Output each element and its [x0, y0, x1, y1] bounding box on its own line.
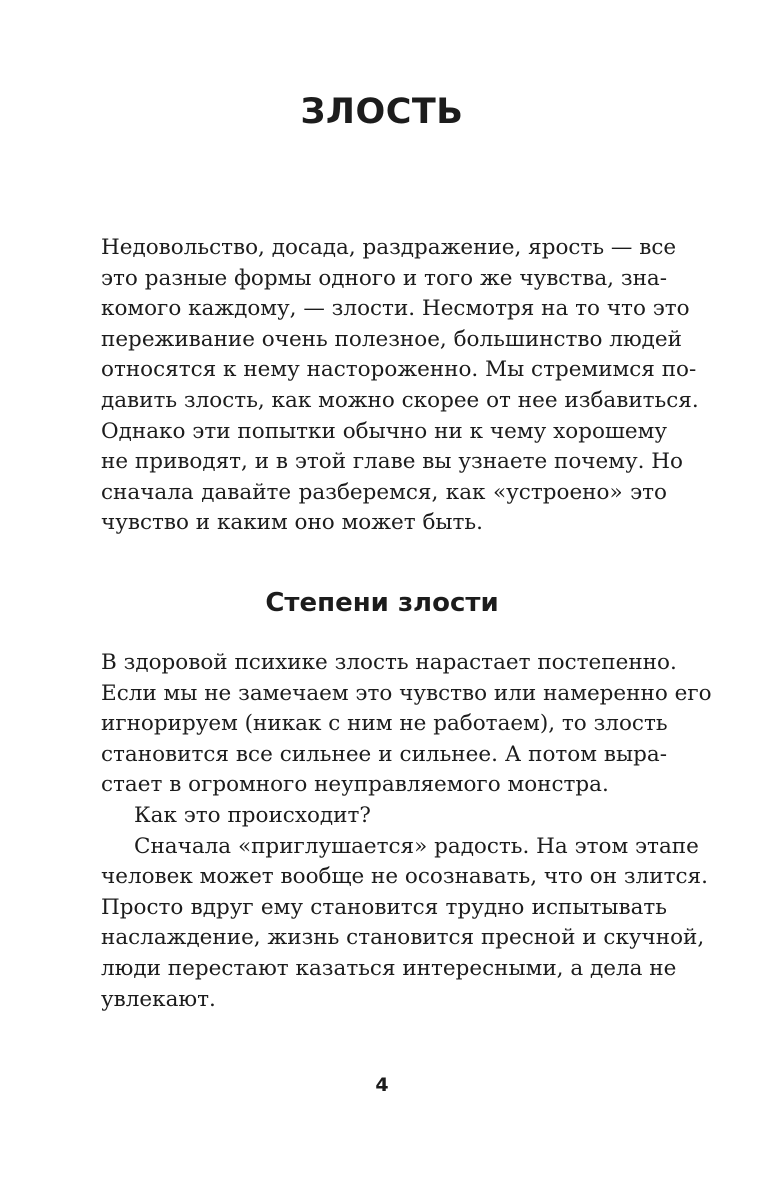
text-line: игнорируем (никак с ним не работаем), то злость: [101, 711, 668, 737]
text-line: это разные формы одного и того же чувства, зна-: [101, 265, 667, 291]
section-paragraphs: [101, 648, 712, 1015]
text-line: Как это происходит?: [134, 802, 371, 828]
text-line: Однако эти попытки обычно ни к чему хорошему: [101, 418, 667, 444]
text-line: наслаждение, жизнь становится пресной и скучной,: [101, 925, 705, 951]
section-title: Степени злости: [265, 588, 499, 618]
chapter-title: ЗЛОСТЬ: [300, 92, 464, 132]
text-line: стает в огромного неуправляемого монстра.: [101, 772, 609, 798]
text-line: люди перестают казаться интересными, а дела не: [101, 955, 677, 981]
text-line: давить злость, как можно скорее от нее избавиться.: [101, 387, 699, 413]
intro-paragraph: [101, 233, 699, 539]
text-line: комого каждому, — злости. Несмотря на то что это: [101, 296, 690, 322]
text-line: чувство и каким оно может быть.: [101, 510, 483, 536]
page-number: 4: [375, 1074, 389, 1096]
text-line: Просто вдруг ему становится трудно испытывать: [101, 894, 667, 920]
text-line: относятся к нему настороженно. Мы стремимся по-: [101, 357, 697, 383]
text-line: Сначала «приглушается» радость. На этом этапе: [134, 833, 699, 859]
text-line: увлекают.: [101, 986, 216, 1012]
text-line: Если мы не замечаем это чувство или намеренно его: [101, 680, 712, 706]
text-line: не приводят, и в этой главе вы узнаете почему. Но: [101, 449, 683, 475]
text-line: В здоровой психике злость нарастает постепенно.: [101, 650, 677, 675]
text-line: Недовольство, досада, раздражение, ярость — все: [101, 235, 677, 260]
text-line: переживание очень полезное, большинство людей: [101, 326, 682, 352]
text-line: сначала давайте разберемся, как «устроено» это: [101, 479, 667, 505]
text-line: человек может вообще не осознавать, что он злится.: [101, 864, 708, 890]
text-line: становится все сильнее и сильнее. А потом выра-: [101, 741, 667, 767]
